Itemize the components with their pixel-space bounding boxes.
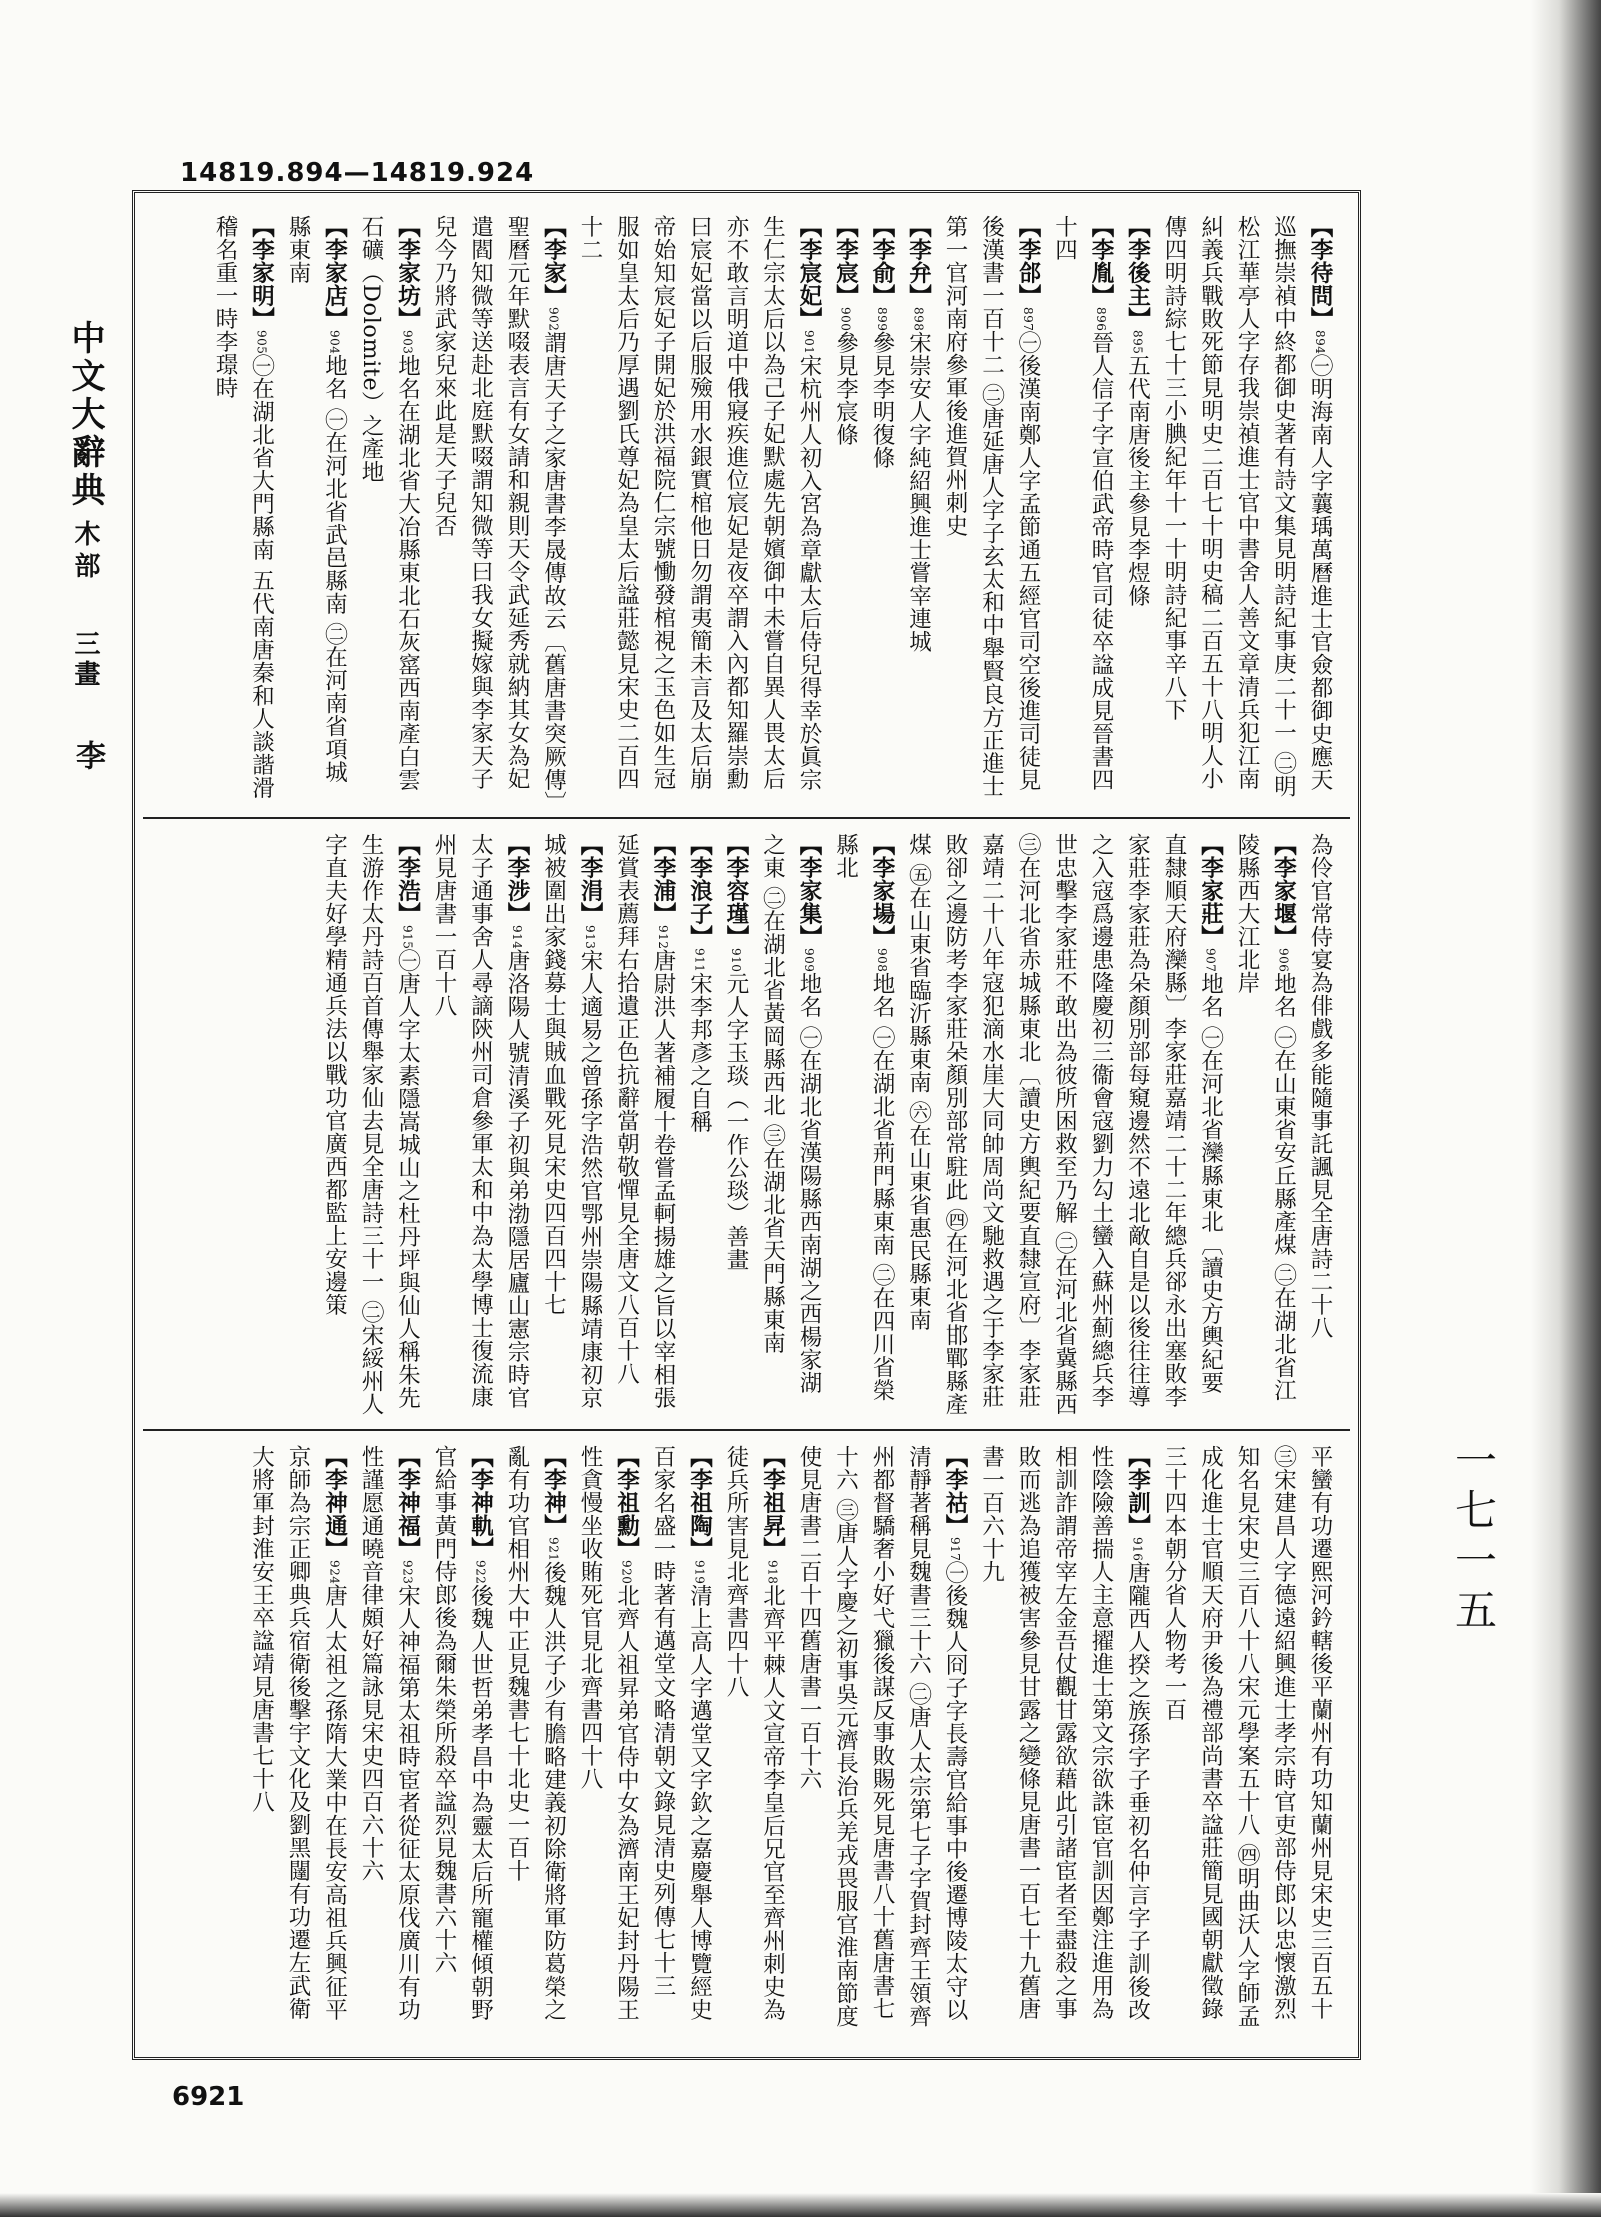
entry-headword: 【李宸妃】 [796, 215, 822, 330]
dictionary-entry [1229, 833, 1302, 1417]
entry-headword: 【李容瑾】 [723, 833, 749, 948]
entry-headword: 【李後主】 [1124, 215, 1151, 330]
entry-definition: 地名 ㊀在河北省灤縣東北〔讀史方輿紀要直隸順天府灤縣〕李家莊嘉靖二十二年總兵郤永出塞敗李家莊李家莊為朵顏別部每窺邊然不遠北敵自是以後往往導之入寇爲邊患隆慶初三衞會寇劉力勾土蠻入蘇州薊總兵李世忠擊李家莊不敢出為彼所困救至乃解 ㊁在河北省冀縣西 ㊂在河北省赤城縣東北〔讀史方輿紀要直隸宣府〕李家莊嘉靖二十八年寇犯滴水崖大同帥周尚文馳救遇之于李家莊敗卻之邊防考李家莊朵顏別部常駐此 ㊃在河北省邯鄲縣產煤 ㊄在山東省臨沂縣東南 ㊅在山東省惠民縣東南 [905, 833, 1224, 1416]
dictionary-entry [827, 215, 864, 805]
dictionary-entry [681, 833, 718, 1417]
entry-headword: 【李家莊】 [1197, 833, 1224, 948]
entry-number: 905 [254, 330, 269, 355]
entry-definition: 參見李宸條 [832, 331, 859, 447]
entry-definition: 地名在湖北省大冶縣東北石灰窰西南產白雲石礦（Dolomite）之產地 [358, 215, 421, 792]
dictionary-entry [572, 215, 828, 805]
entry-number: 917 [948, 1537, 962, 1562]
entry-definition: 唐隴西人揆之族孫字子垂初名仲言字子訓後改性陰險善揣人主意擢進士第文宗欲誅宦官訓因鄭注進用為相訓詐謂帝宰左金吾仗觀甘露欲藉此引諸宦者至盡殺之事敗而逃為追獲被害參見甘露之變條見唐書一百七十九舊唐書一百六十九 [978, 1445, 1151, 2022]
entry-number: 918 [765, 1560, 780, 1585]
entry-definition: ㊀後漢南鄭人字孟節通五經官司空後進司徒見後漢書一百十二 ㊁唐延唐人字子玄太和中舉賢良方正進士第一官河南府參軍後進賀州刺史 [942, 215, 1041, 798]
entry-definition: 平蠻有功遷熙河鈐轄後平蘭州有功知蘭州見宋史三百五十 ㊂宋建昌人字德遠紹興進士孝宗時官吏部侍郎以忠懷激烈知名見宋史三百八十八宋元學案五十八 ㊃明曲沃人字師孟成化進士官順天府尹後為禮部尚書卒諡莊簡見國朝獻徵錄三十四本朝分省人物考一百 [1161, 1445, 1333, 2028]
entry-number: 912 [656, 925, 670, 950]
entry-number: 903 [400, 330, 415, 355]
entry-definition: 地名 ㊀在湖北省漢陽縣西南湖之西楊家湖之東 ㊁在湖北省黃岡縣西北 ㊂在湖北省天門縣東南 [759, 833, 822, 1395]
entry-definition: 宋崇安人字純紹興進士嘗宰連城 [905, 331, 932, 654]
entry-headword: 【李待問】 [1307, 215, 1333, 330]
entry-definition: ㊀唐人字太素隱嵩城山之杜丹坪與仙人稱朱先生游作太丹詩百首傳舉家仙去見全唐詩三十一 ㊁宋綏州人字直夫好學精通兵法以戰功官廣西都監上安邊策 [321, 833, 421, 1416]
dictionary-entry [645, 1445, 718, 2041]
entry-headword: 【李家堰】 [1270, 833, 1297, 948]
text-column [143, 201, 1350, 809]
entry-number: 921 [546, 1537, 561, 1562]
entry-definition: 宋李邦彥之自稱 [686, 972, 713, 1134]
entry-definition: 宋人適易之曾孫字浩然官鄂州崇陽縣靖康初京城被圍出家錢募士與賊血戰死見宋史四百四十七 [540, 833, 603, 1410]
entry-number: 923 [400, 1560, 415, 1585]
dictionary-entry [1119, 215, 1156, 805]
book-title: 中文大辭典 [65, 320, 105, 510]
dictionary-entry [1156, 1445, 1339, 2041]
entry-number: 894 [1313, 330, 1327, 355]
entry-headword: 【李家集】 [796, 833, 822, 948]
dictionary-entry [243, 1445, 353, 2041]
stroke-count: 三畫 [70, 630, 100, 690]
entry-definition: 為伶官常侍宴為俳戲多能隨事託諷見全唐詩二十八 [1307, 833, 1333, 1339]
entry-headword: 【李浩】 [394, 833, 421, 925]
entry-headword: 【李家】 [540, 215, 567, 307]
entry-headword: 【李浪子】 [686, 833, 713, 948]
entry-definition: 北齊平棘人文宣帝李皇后兄官至齊州刺史為徒兵所害見北齊書四十八 [723, 1445, 786, 2022]
entry-headword: 【李祖昇】 [759, 1445, 786, 1560]
entry-number: 899 [875, 307, 889, 332]
entry-headword: 【李神軌】 [467, 1445, 494, 1560]
entry-number: 900 [838, 307, 853, 332]
text-band-middle [143, 817, 1350, 1421]
entry-definition: 後魏人世哲弟孝昌中為靈太后所寵權傾朝野官給事黃門侍郎後為爾朱榮所殺卒諡烈見魏書六十六 [431, 1445, 494, 2022]
entry-definition: 宋人神福第太祖時宦者從征太原伐廣川有功性謹愿通曉音律頗好篇詠見宋史四百六十六 [358, 1445, 421, 2022]
dictionary-entry [900, 215, 937, 805]
entry-definition: 地名 ㊀在湖北省荊門縣東南 ㊁在四川省榮縣北 [832, 833, 895, 1402]
entry-definition: 後魏人洪子少有膽略建義初除衛將軍防葛榮之亂有功官相州大中正見魏書七十北史一百十 [504, 1445, 567, 2022]
entry-number: 915 [400, 925, 415, 950]
entry-headword: 【李宸】 [832, 215, 859, 307]
entry-number: 908 [875, 948, 889, 973]
radical-section: 木部 [70, 520, 100, 584]
entry-definition: 地名 ㊀在河北省武邑縣南 ㊁在河南省項城縣東南 [285, 215, 348, 784]
dictionary-entry [864, 215, 901, 805]
entry-definition: 唐尉洪人著補履十卷嘗孟軻揚雄之旨以宰相張延賞表薦拜右拾遺正色抗辭當朝敬憚見全唐文八百十八 [613, 833, 676, 1410]
entry-headword: 【李涓】 [577, 833, 603, 925]
entry-number: 909 [802, 948, 816, 973]
entry-headword: 【李弁】 [905, 215, 932, 307]
entry-definition: 地名 ㊀在山東省安丘縣產煤 ㊁在湖北省江陵縣西大江北岸 [1234, 833, 1297, 1402]
dictionary-entry [207, 215, 280, 805]
entry-headword: 【李涉】 [504, 833, 530, 925]
text-column [143, 819, 1350, 1421]
entry-definition: 唐人太祖之孫隋大業中在長安高祖兵興征平京師為宗正卿典兵宿衛後擊宇文化及劉黑闥有功遷左武衛大將軍封淮安王卒諡靖見唐書七十八 [248, 1445, 348, 2022]
entry-definition: 宋杭州人初入宮為章獻太后侍兒得幸於眞宗生仁宗太后以為己子妃默處先朝嬪御中未嘗自異人畏太后亦不敢言明道中俄寢疾進位宸妃是夜卒謂入內都知羅崇勳曰宸妃當以后服殮用水銀實棺他日勿謂夷簡未言及太后崩帝始知宸妃子開妃於洪福院仁宗號慟發棺視之玉色如生冠服如皇太后乃厚遇劉氏尊妃為皇太后諡莊懿見宋史二百四十二 [577, 215, 822, 792]
text-band-bottom [143, 1429, 1350, 2045]
text-column [143, 1431, 1350, 2045]
dictionary-entry [1156, 215, 1339, 805]
dictionary-entry [718, 833, 755, 1417]
entry-headword: 【李訓】 [1124, 1445, 1151, 1537]
dictionary-entry [827, 833, 900, 1417]
dictionary-entry [718, 1445, 791, 2041]
entry-number: 911 [692, 948, 707, 973]
entry-number: 907 [1203, 948, 1218, 973]
entry-definition: 唐洛陽人號清溪子初與弟渤隱居廬山憲宗時官太子通事舍人尋謫陝州司倉參軍太和中為太學博士復流康州見唐書一百十八 [431, 833, 530, 1410]
page-number: 6921 [172, 2082, 245, 2112]
scan-edge-bottom [0, 2193, 1601, 2217]
dictionary-entry [316, 833, 426, 1417]
entry-number: 902 [546, 307, 561, 332]
dictionary-entry [1046, 215, 1119, 805]
entry-headword: 【李神通】 [321, 1445, 348, 1560]
entry-number: 897 [1021, 307, 1035, 332]
entry-number: 920 [619, 1560, 634, 1585]
entry-number: 896 [1094, 307, 1108, 332]
entry-number: 904 [327, 330, 342, 355]
entry-number: 922 [473, 1560, 488, 1585]
dictionary-entry [608, 833, 681, 1417]
entry-number: 914 [510, 925, 524, 950]
entry-headword: 【李家明】 [248, 215, 275, 330]
dictionary-entry [937, 215, 1047, 805]
entry-headword: 【李浦】 [650, 833, 676, 925]
entry-number: 919 [692, 1560, 707, 1585]
dictionary-entry [426, 833, 536, 1417]
dictionary-entry [426, 215, 572, 805]
head-character: 李 [70, 740, 105, 770]
entry-definition: ㊀後魏人冏子字長壽官給事中後遷博陵太守以清靜著稱見魏書三十六 ㊁唐人太宗第七子字賀封齊王領齊州都督驕奢小好弋獵後謀反事敗賜死見唐書八十舊唐書七十六 ㊂唐人字慶之初事吳元濟長治兵羌戎畏服官淮南節度使見唐書二百十四舊唐書一百十六 [796, 1445, 968, 2028]
dictionary-entry [754, 833, 827, 1417]
entry-definition: ㊀明海南人字蘘瑀萬曆進士官僉都御史應天巡撫崇禎中終都御史著有詩文集見明詩紀事庚二十一 ㊁明松江華亭人字存我崇禎進士官中書舍人善文章清兵犯江南糾義兵戰敗死節見明史二百七十明史稿二百五十八明人小傳四明詩綜七十三小腆紀年十一十明詩紀事辛八下 [1161, 215, 1333, 798]
entry-definition: 謂唐天子之家唐書李晟傳故云〔舊唐書突厥傳〕聖曆元年默啜表言有女請和親則天令武延秀就納其女為妃遣閻知微等送赴北庭默啜謂知微等曰我女擬嫁與李家天子兒今乃將武家兒來此是天子兒否 [431, 215, 567, 804]
dictionary-entry [353, 215, 426, 805]
entry-number: 895 [1130, 330, 1145, 355]
dictionary-entry [499, 1445, 572, 2041]
entry-definition: 北齊人祖昇弟官侍中女為濟南王妃封丹陽王性貪慢坐收賄死官見北齊書四十八 [577, 1445, 640, 2022]
dictionary-entry [572, 1445, 645, 2041]
entry-definition: 參見李明復條 [869, 331, 895, 470]
entry-headword: 【李家坊】 [394, 215, 421, 330]
entry-number: 910 [729, 948, 743, 973]
entry-headword: 【李胤】 [1088, 215, 1114, 307]
entry-definition: ㊀在湖北省大門縣南 五代南唐秦和人談諧滑稽名重一時李璟時 [212, 215, 275, 800]
dictionary-entry [900, 833, 1229, 1417]
entry-headword: 【李家場】 [869, 833, 895, 948]
dictionary-entry [973, 1445, 1156, 2041]
dictionary-entry [1302, 833, 1339, 1417]
entry-definition: 元人字玉琰（一作公琰）善畫 [723, 972, 749, 1272]
entry-number: 898 [911, 307, 926, 332]
dictionary-entry [353, 1445, 426, 2041]
entry-number: 916 [1130, 1537, 1145, 1562]
entry-headword: 【李祖陶】 [686, 1445, 713, 1560]
entry-headword: 【李祜】 [942, 1445, 968, 1537]
entry-range-header: 14819.894—14819.924 [180, 158, 535, 188]
entry-headword: 【李家店】 [321, 215, 348, 330]
entry-headword: 【李祖勳】 [613, 1445, 640, 1560]
dictionary-entry [280, 215, 353, 805]
entry-definition: 清上高人字邁堂又字欽之嘉慶舉人博覽經史百家名盛一時著有邁堂文略清朝文錄見清史列傳七十三 [650, 1445, 713, 2022]
entry-number: 906 [1276, 948, 1291, 973]
entry-number: 924 [327, 1560, 342, 1585]
entry-number: 913 [583, 925, 597, 950]
entry-definition: 五代南唐後主參見李煜條 [1124, 354, 1151, 608]
entry-headword: 【李俞】 [869, 215, 895, 307]
scan-edge-right [1531, 0, 1601, 2217]
dictionary-entry [791, 1445, 974, 2041]
dictionary-text-frame [132, 190, 1361, 2060]
dictionary-entry [426, 1445, 499, 2041]
entry-number: 901 [802, 330, 816, 355]
text-band-top [143, 201, 1350, 809]
entry-headword: 【李神福】 [394, 1445, 421, 1560]
dictionary-entry [535, 833, 608, 1417]
entry-definition: 晉人信子字宣伯武帝時官司徒卒諡成見晉書四十四 [1051, 215, 1114, 792]
entry-headword: 【李郃】 [1015, 215, 1041, 307]
page-number-cjk: 一七一五 [1449, 1438, 1498, 1638]
entry-headword: 【李神】 [540, 1445, 567, 1537]
